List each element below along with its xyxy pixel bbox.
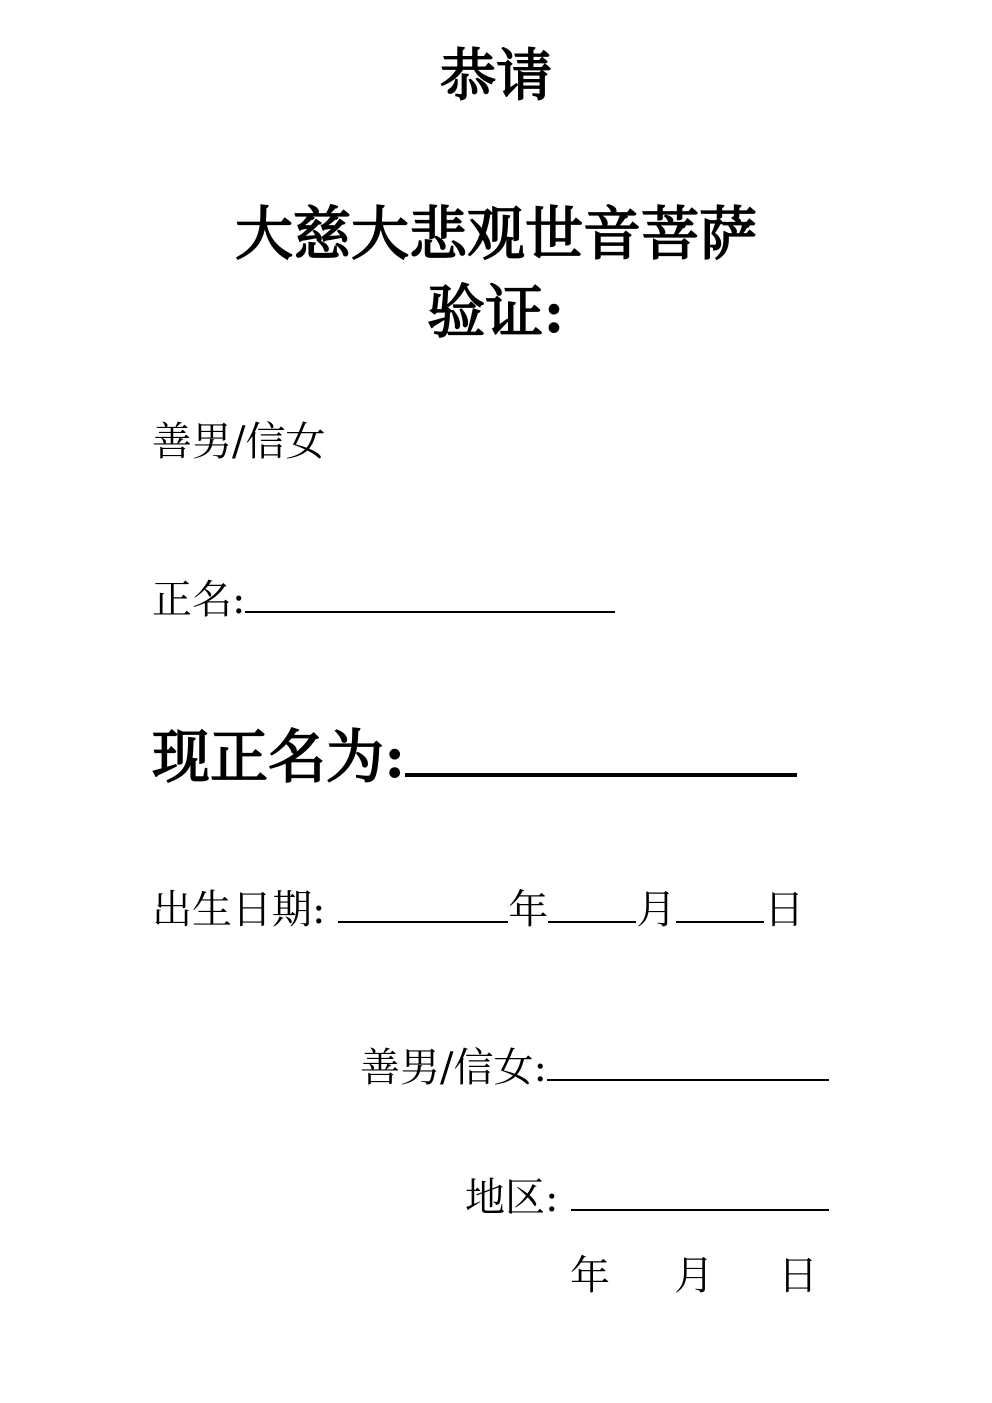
signature-devotee-blank[interactable] [547,1079,829,1081]
birth-date-label: 出生日期: [152,887,326,933]
birth-day-blank[interactable] [676,921,764,923]
signature-devotee-field [360,1045,829,1091]
signature-year-unit: 年 [570,1253,610,1299]
signature-day-unit: 日 [778,1253,818,1299]
birth-day-unit: 日 [764,887,805,933]
proper-name-blank[interactable] [245,611,615,613]
birth-month-blank[interactable] [548,921,636,923]
region-field [465,1175,829,1221]
region-blank[interactable] [571,1209,829,1211]
devotee-label: 善男/信女 [152,419,326,465]
invite-heading: 恭请 [440,43,552,109]
birth-year-unit: 年 [508,887,549,933]
current-name-blank[interactable] [405,773,797,777]
signature-date [570,1253,818,1299]
birth-month-unit: 月 [636,887,677,933]
birth-year-blank[interactable] [338,921,508,923]
signature-devotee-label: 善男/信女: [360,1045,547,1091]
deity-heading: 大慈大悲观世音菩萨 [234,200,757,268]
signature-month-unit: 月 [674,1253,714,1299]
verify-heading: 验证: [427,278,565,346]
region-label: 地区: [465,1175,559,1221]
proper-name-label: 正名: [152,577,246,623]
birth-date-field [152,887,805,933]
current-name-field [152,723,797,791]
current-name-label: 现正名为: [152,723,406,791]
proper-name-field [152,577,615,623]
